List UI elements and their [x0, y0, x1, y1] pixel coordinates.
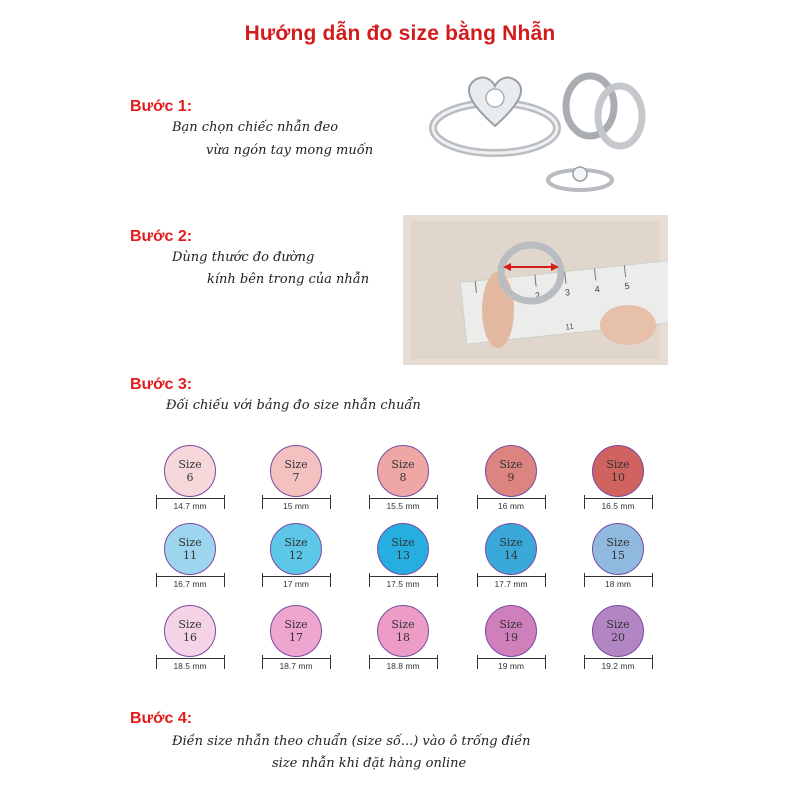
- measure-line: [262, 498, 330, 499]
- size-word: Size: [606, 536, 630, 549]
- finger-left: [482, 272, 514, 348]
- size-word: Size: [391, 536, 415, 549]
- size-circle: [377, 605, 429, 657]
- step-3-line-1: Đối chiếu với bảng đo size nhẫn chuẩn: [166, 398, 421, 413]
- size-item: [365, 445, 455, 535]
- size-word: Size: [499, 618, 523, 631]
- size-circle: [270, 523, 322, 575]
- size-mm-label: 16.5 mm: [601, 501, 635, 511]
- size-word: Size: [391, 618, 415, 631]
- wedding-band-1: [566, 76, 614, 136]
- measure-line: [477, 658, 545, 659]
- size-mm-label: 18.8 mm: [386, 661, 420, 671]
- step-1-label: Bước 1:: [130, 98, 193, 115]
- size-word: Size: [178, 618, 202, 631]
- size-number: 10: [611, 471, 625, 484]
- ruler-number-3: 3: [564, 287, 571, 298]
- step-2-line-2: kính bên trong của nhẫn: [207, 272, 370, 287]
- size-item: [365, 605, 455, 695]
- size-word: Size: [391, 458, 415, 471]
- size-number: 12: [289, 549, 303, 562]
- measure-line: [369, 576, 437, 577]
- size-mm-label: 18.7 mm: [279, 661, 313, 671]
- size-item: [365, 523, 455, 613]
- size-item: [473, 605, 563, 695]
- measure-line: [584, 498, 652, 499]
- size-number: 14: [504, 549, 518, 562]
- rings-illustration: [420, 68, 660, 208]
- ruler-bottom-11: 11: [565, 321, 575, 332]
- size-item: [258, 523, 348, 613]
- size-item: [473, 445, 563, 535]
- size-word: Size: [499, 458, 523, 471]
- size-mm-label: 15.5 mm: [386, 501, 420, 511]
- measure-line: [477, 576, 545, 577]
- size-number: 17: [289, 631, 303, 644]
- measure-line: [584, 658, 652, 659]
- size-number: 16: [183, 631, 197, 644]
- measure-line: [262, 576, 330, 577]
- size-mm-label: 17 mm: [283, 579, 309, 589]
- measure-line: [477, 498, 545, 499]
- step-4-line-1: Điền size nhẫn theo chuẩn (size số...) vào ô trống điền: [172, 734, 531, 749]
- size-item: [152, 605, 242, 695]
- page-title: Hướng dẫn đo size bằng Nhẫn: [244, 22, 556, 45]
- size-mm-label: 19 mm: [498, 661, 524, 671]
- size-circle: [485, 523, 537, 575]
- step-4-label: Bước 4:: [130, 710, 193, 727]
- size-item: [473, 523, 563, 613]
- size-mm-label: 17.5 mm: [386, 579, 420, 589]
- size-number: 18: [396, 631, 410, 644]
- size-circle: [164, 523, 216, 575]
- size-item: [580, 523, 670, 613]
- step-3-label: Bước 3:: [130, 376, 193, 393]
- size-word: Size: [499, 536, 523, 549]
- small-ring-stone: [573, 167, 587, 181]
- size-circle: [270, 605, 322, 657]
- size-word: Size: [606, 618, 630, 631]
- size-item: [580, 445, 670, 535]
- size-mm-label: 17.7 mm: [494, 579, 528, 589]
- size-mm-label: 15 mm: [283, 501, 309, 511]
- size-circle: [485, 605, 537, 657]
- finger-right: [600, 305, 656, 345]
- step-1-line-1: Bạn chọn chiếc nhẫn đeo: [172, 120, 339, 135]
- size-item: [580, 605, 670, 695]
- size-circle: [485, 445, 537, 497]
- size-item: [152, 445, 242, 535]
- size-word: Size: [284, 458, 308, 471]
- size-number: 13: [396, 549, 410, 562]
- size-number: 9: [507, 471, 515, 484]
- size-number: 15: [611, 549, 625, 562]
- size-word: Size: [284, 618, 308, 631]
- size-circle: [377, 445, 429, 497]
- measuring-photo: [403, 215, 668, 365]
- size-mm-label: 16 mm: [498, 501, 524, 511]
- measure-line: [156, 498, 224, 499]
- size-number: 7: [292, 471, 300, 484]
- size-circle: [592, 605, 644, 657]
- size-circle: [377, 523, 429, 575]
- size-item: [258, 605, 348, 695]
- step-1-line-2: vừa ngón tay mong muốn: [206, 143, 374, 158]
- size-number: 19: [504, 631, 518, 644]
- size-number: 8: [399, 471, 407, 484]
- size-number: 6: [186, 471, 194, 484]
- size-mm-label: 16.7 mm: [173, 579, 207, 589]
- size-item: [152, 523, 242, 613]
- ruler-number-2: 2: [534, 290, 541, 301]
- measure-line: [262, 658, 330, 659]
- size-mm-label: 18 mm: [605, 579, 631, 589]
- size-word: Size: [178, 458, 202, 471]
- step-2-label: Bước 2:: [130, 228, 193, 245]
- measure-line: [156, 576, 224, 577]
- wedding-band-2: [598, 86, 642, 146]
- step-2-line-1: Dùng thước đo đường: [172, 250, 315, 265]
- size-word: Size: [606, 458, 630, 471]
- size-number: 11: [183, 549, 197, 562]
- size-mm-label: 14.7 mm: [173, 501, 207, 511]
- measure-line: [156, 658, 224, 659]
- size-circle: [592, 445, 644, 497]
- size-number: 20: [611, 631, 625, 644]
- ruler-number-4: 4: [594, 283, 601, 295]
- measure-line: [369, 498, 437, 499]
- size-circle: [592, 523, 644, 575]
- ruler-number-5: 5: [624, 280, 631, 292]
- size-mm-label: 18.5 mm: [173, 661, 207, 671]
- size-circle: [164, 445, 216, 497]
- measure-line: [369, 658, 437, 659]
- size-word: Size: [284, 536, 308, 549]
- size-mm-label: 19.2 mm: [601, 661, 635, 671]
- measure-line: [584, 576, 652, 577]
- size-circle: [164, 605, 216, 657]
- step-4-line-2: size nhẫn khi đặt hàng online: [272, 756, 467, 771]
- size-word: Size: [178, 536, 202, 549]
- size-item: [258, 445, 348, 535]
- size-circle: [270, 445, 322, 497]
